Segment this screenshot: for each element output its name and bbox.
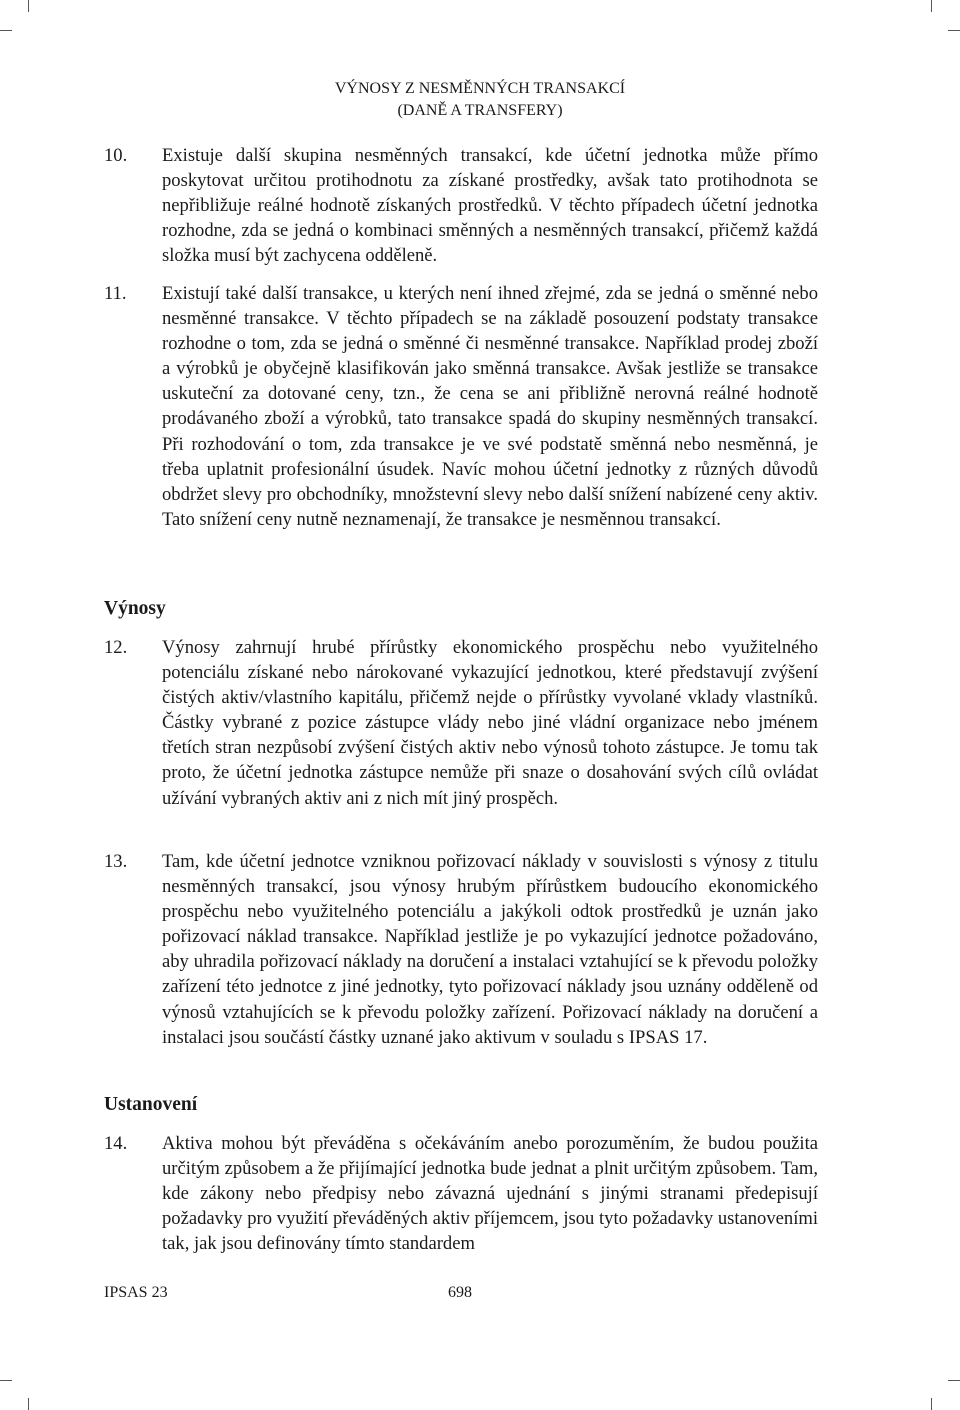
running-header	[0, 78, 960, 122]
paragraph-10	[104, 143, 818, 268]
crop-mark-left-top	[0, 30, 12, 31]
crop-mark-bottom-left	[28, 1398, 29, 1410]
paragraph-text: Aktiva mohou být převáděna s očekáváním anebo porozuměním, že budou použita určitým způsobem a že přijímající jednotka bude jednat a plnit určitým způsobem. Tam, kde zákony nebo předpisy nebo závazná ujednání s jinými stranami předepisují požadavky pro využití převáděných aktiv příjemcem, jsou tyto požadavky ustanoveními tak, jak jsou definovány tímto standardem	[162, 1133, 818, 1255]
crop-mark-bottom-right	[931, 1398, 932, 1410]
paragraph-number: 14.	[104, 1133, 128, 1154]
header-line-1: VÝNOSY Z NESMĚNNÝCH TRANSAKCÍ	[334, 80, 626, 97]
paragraph-number: 12.	[104, 637, 128, 658]
footer-standard-name: IPSAS 23	[104, 1284, 168, 1301]
paragraph-text: Existují také další transakce, u kterých není ihned zřejmé, zda se jedná o směnné nebo nesměnné transakce. V těchto případech se na základě posouzení podstaty transakce rozhodne o tom, zda se jedná o směnné či nesměnné transakce. Například prodej zboží a výrobků je obyčejně klasifikován jako směnná transakce. Avšak jestliže se transakce uskuteční za dotované ceny, tzn., že cena se ani přibližně nerovná reálné hodnotě prodávaného zboží a výrobků, tato transakce spadá do skupiny nesměnných transakcí. Při rozhodování o tom, zda transakce je ve své podstatě směnná nebo nesměnná, je třeba uplatnit profesionální úsudek. Navíc mohou účetní jednotky z různých důvodů obdržet slevy pro obchodníky, množstevní slevy nebo další snížení nabízené ceny aktiv. Tato snížení ceny nutně neznamenají, že transakce je nesměnnou transakcí.	[162, 283, 818, 530]
paragraph-text: Existuje další skupina nesměnných transakcí, kde účetní jednotka může přímo poskytovat určitou protihodnotu za získané prostředky, avšak tato protihodnota se nepřibližuje reálné hodnotě získaných prostředků. V těchto případech účetní jednotka rozhodne, zda se jedná o kombinaci směnných a nesměnných transakcí, přičemž každá složka musí být zachycena odděleně.	[162, 145, 818, 267]
section-heading-vynosy: Výnosy	[104, 598, 166, 619]
footer-page-number: 698	[448, 1284, 472, 1301]
paragraph-11	[104, 281, 818, 532]
crop-mark-right-top	[948, 30, 960, 31]
crop-mark-top-left	[28, 0, 29, 12]
paragraph-text: Výnosy zahrnují hrubé přírůstky ekonomického prospěchu nebo využitelného potenciálu získané nebo nárokované vykazující jednotkou, které představují zvýšení čistých aktiv/vlastního kapitálu, přičemž nejde o přírůstky vyvolané vklady vlastníků. Částky vybrané z pozice zástupce vlády nebo jiné vládní organizace nebo jménem třetích stran nezpůsobí zvýšení čistých aktiv nebo výnosů tohoto zástupce. Je tomu tak proto, že účetní jednotka zástupce nemůže při snaze o dosahování svých cílů ovládat užívání vybraných aktiv ani z nich mít jiný prospěch.	[162, 637, 818, 809]
paragraph-12	[104, 635, 818, 811]
crop-mark-top-right	[931, 0, 932, 12]
paragraph-14	[104, 1131, 818, 1256]
section-heading-ustanoveni: Ustanovení	[104, 1094, 198, 1115]
crop-mark-right-bottom	[948, 1380, 960, 1381]
paragraph-number: 13.	[104, 851, 128, 872]
header-line-2: (DANĚ A TRANSFERY)	[397, 102, 563, 119]
paragraph-13	[104, 849, 818, 1050]
paragraph-text: Tam, kde účetní jednotce vzniknou pořizovací náklady v souvislosti s výnosy z titulu nesměnných transakcí, jsou výnosy hrubým přírůstkem budoucího ekonomického prospěchu nebo využitelného potenciálu a jakýkoli odtok prostředků je uznán jako pořizovací náklad transakce. Například jestliže je po vykazující jednotce požadováno, aby uhradila pořizovací náklady na doručení a instalaci vztahující se k převodu položky zařízení této jednotce z jiné jednotky, tyto pořizovací náklady jsou uznány odděleně od výnosů vztahujících se k převodu položky zařízení. Pořizovací náklady na doručení a instalaci jsou součástí částky uznané jako aktivum v souladu s IPSAS 17.	[162, 851, 818, 1048]
crop-mark-left-bottom	[0, 1380, 12, 1381]
paragraph-number: 10.	[104, 145, 128, 166]
paragraph-number: 11.	[104, 283, 127, 304]
